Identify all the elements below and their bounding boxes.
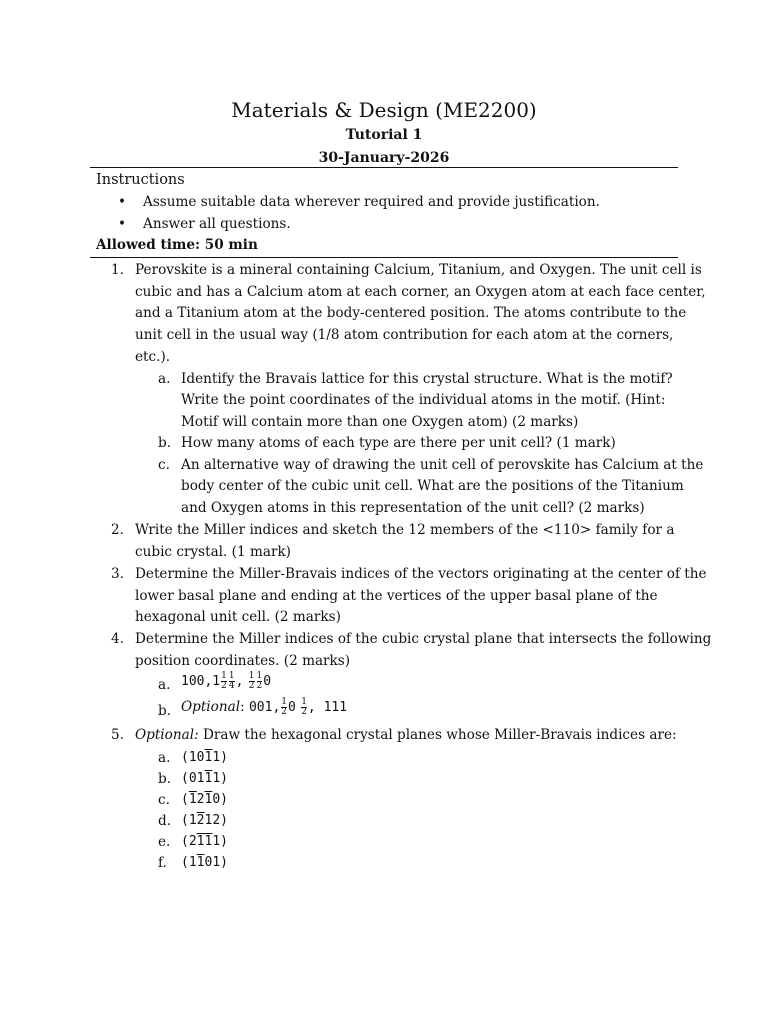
miller-bravais-index: (1212): [181, 813, 228, 828]
subquestion-label: b.: [158, 435, 172, 451]
question-number: 3.: [111, 566, 124, 582]
bullet-marker: •: [118, 194, 127, 210]
question-text-line: cubic and has a Calcium atom at each corner, an Oxygen atom at each face center,: [135, 284, 706, 300]
question-text-line: Write the Miller indices and sketch the 12 members of the <110> family for a: [135, 522, 675, 538]
miller-bravais-index: (2111): [181, 834, 228, 849]
coordinate-text: 100,1: [181, 674, 221, 689]
tutorial-date: 30-January-2026: [318, 150, 450, 166]
question-text-line: unit cell in the usual way (1/8 atom contribution for each atom at the corners,: [135, 327, 674, 343]
miller-bravais-index: (1101): [181, 855, 228, 870]
instructions-heading: Instructions: [96, 172, 185, 188]
subquestion-text-line: Write the point coordinates of the individual atoms in the motif. (Hint:: [181, 392, 666, 408]
question-text-line: cubic crystal. (1 mark): [135, 544, 291, 560]
fraction: $\frac{1}{2}$: [248, 671, 255, 691]
subquestion-label: b.: [158, 703, 172, 719]
tutorial-number: Tutorial 1: [345, 127, 423, 143]
question-text-line: [135, 727, 677, 743]
subquestion-text-line: How many atoms of each type are there per unit cell? (1 mark): [181, 435, 616, 451]
miller-bravais-index: (1011): [181, 750, 228, 765]
fraction: $\frac{1}{2}$: [256, 671, 263, 691]
question-text-line: etc.).: [135, 349, 171, 365]
miller-bravais-index: (0111): [181, 771, 228, 786]
subquestion-label: f.: [158, 855, 167, 871]
subquestion-text-line: body center of the cubic unit cell. What are the positions of the Titanium: [181, 478, 684, 494]
subquestion-label: a.: [158, 677, 171, 693]
question-text-line: position coordinates. (2 marks): [135, 653, 351, 669]
question-number: 2.: [111, 522, 124, 538]
fraction: $\frac{1}{2}$: [221, 671, 227, 691]
question-number: 4.: [111, 631, 124, 647]
optional-label: Optional: [181, 699, 241, 715]
miller-bravais-index: (1210): [181, 792, 228, 807]
coordinate-set: [181, 698, 347, 717]
fraction: $\frac{1}{2}$: [301, 697, 307, 717]
subquestion-label: b.: [158, 771, 172, 787]
coordinate-text: 001,: [248, 700, 281, 715]
allowed-time: Allowed time: 50 min: [96, 237, 258, 253]
question-text-line: Perovskite is a mineral containing Calcium, Titanium, and Oxygen. The unit cell is: [135, 262, 702, 278]
fraction: $\frac{1}{2}$: [281, 697, 288, 717]
question-text-line: Determine the Miller indices of the cubic crystal plane that intersects the following: [135, 631, 712, 647]
question-text-line: and a Titanium atom at the body-centered position. The atoms contribute to the: [135, 305, 687, 321]
subquestion-label: a.: [158, 371, 171, 387]
instruction-bullet: Answer all questions.: [143, 216, 291, 232]
coordinate-text: ,: [235, 674, 244, 689]
question-text-line: Determine the Miller-Bravais indices of the vectors originating at the center of the: [135, 566, 707, 582]
subquestion-label: c.: [158, 457, 170, 473]
optional-label: Optional:: [135, 727, 199, 743]
instructions-divider: [90, 257, 678, 258]
coordinate-text: , 111: [307, 700, 348, 715]
colon: :: [240, 699, 245, 715]
subquestion-label: d.: [158, 813, 172, 829]
document-title: Materials & Design (ME2200): [231, 98, 537, 122]
subquestion-text-line: Identify the Bravais lattice for this crystal structure. What is the motif?: [181, 371, 673, 387]
question-text-line: hexagonal unit cell. (2 marks): [135, 609, 341, 625]
subquestion-label: e.: [158, 834, 171, 850]
subquestion-label: c.: [158, 792, 170, 808]
question-text-line: lower basal plane and ending at the vertices of the upper basal plane of the: [135, 588, 658, 604]
subquestion-text-line: An alternative way of drawing the unit cell of perovskite has Calcium at the: [181, 457, 704, 473]
instruction-bullet: Assume suitable data wherever required and provide justification.: [143, 194, 600, 210]
question-text: Draw the hexagonal crystal planes whose Miller-Bravais indices are:: [202, 727, 677, 743]
question-number: 5.: [111, 727, 124, 743]
question-number: 1.: [111, 262, 124, 278]
coordinate-text: 0: [263, 674, 272, 689]
subquestion-text-line: Motif will contain more than one Oxygen atom) (2 marks): [181, 414, 579, 430]
header-divider: [90, 167, 678, 168]
bullet-marker: •: [118, 216, 127, 232]
subquestion-label: a.: [158, 750, 171, 766]
coordinate-set: [181, 672, 271, 691]
subquestion-text-line: and Oxygen atoms in this representation of the unit cell? (2 marks): [181, 500, 645, 516]
coordinate-text: 0: [288, 700, 296, 715]
fraction: $\frac{1}{4}$: [228, 671, 235, 691]
